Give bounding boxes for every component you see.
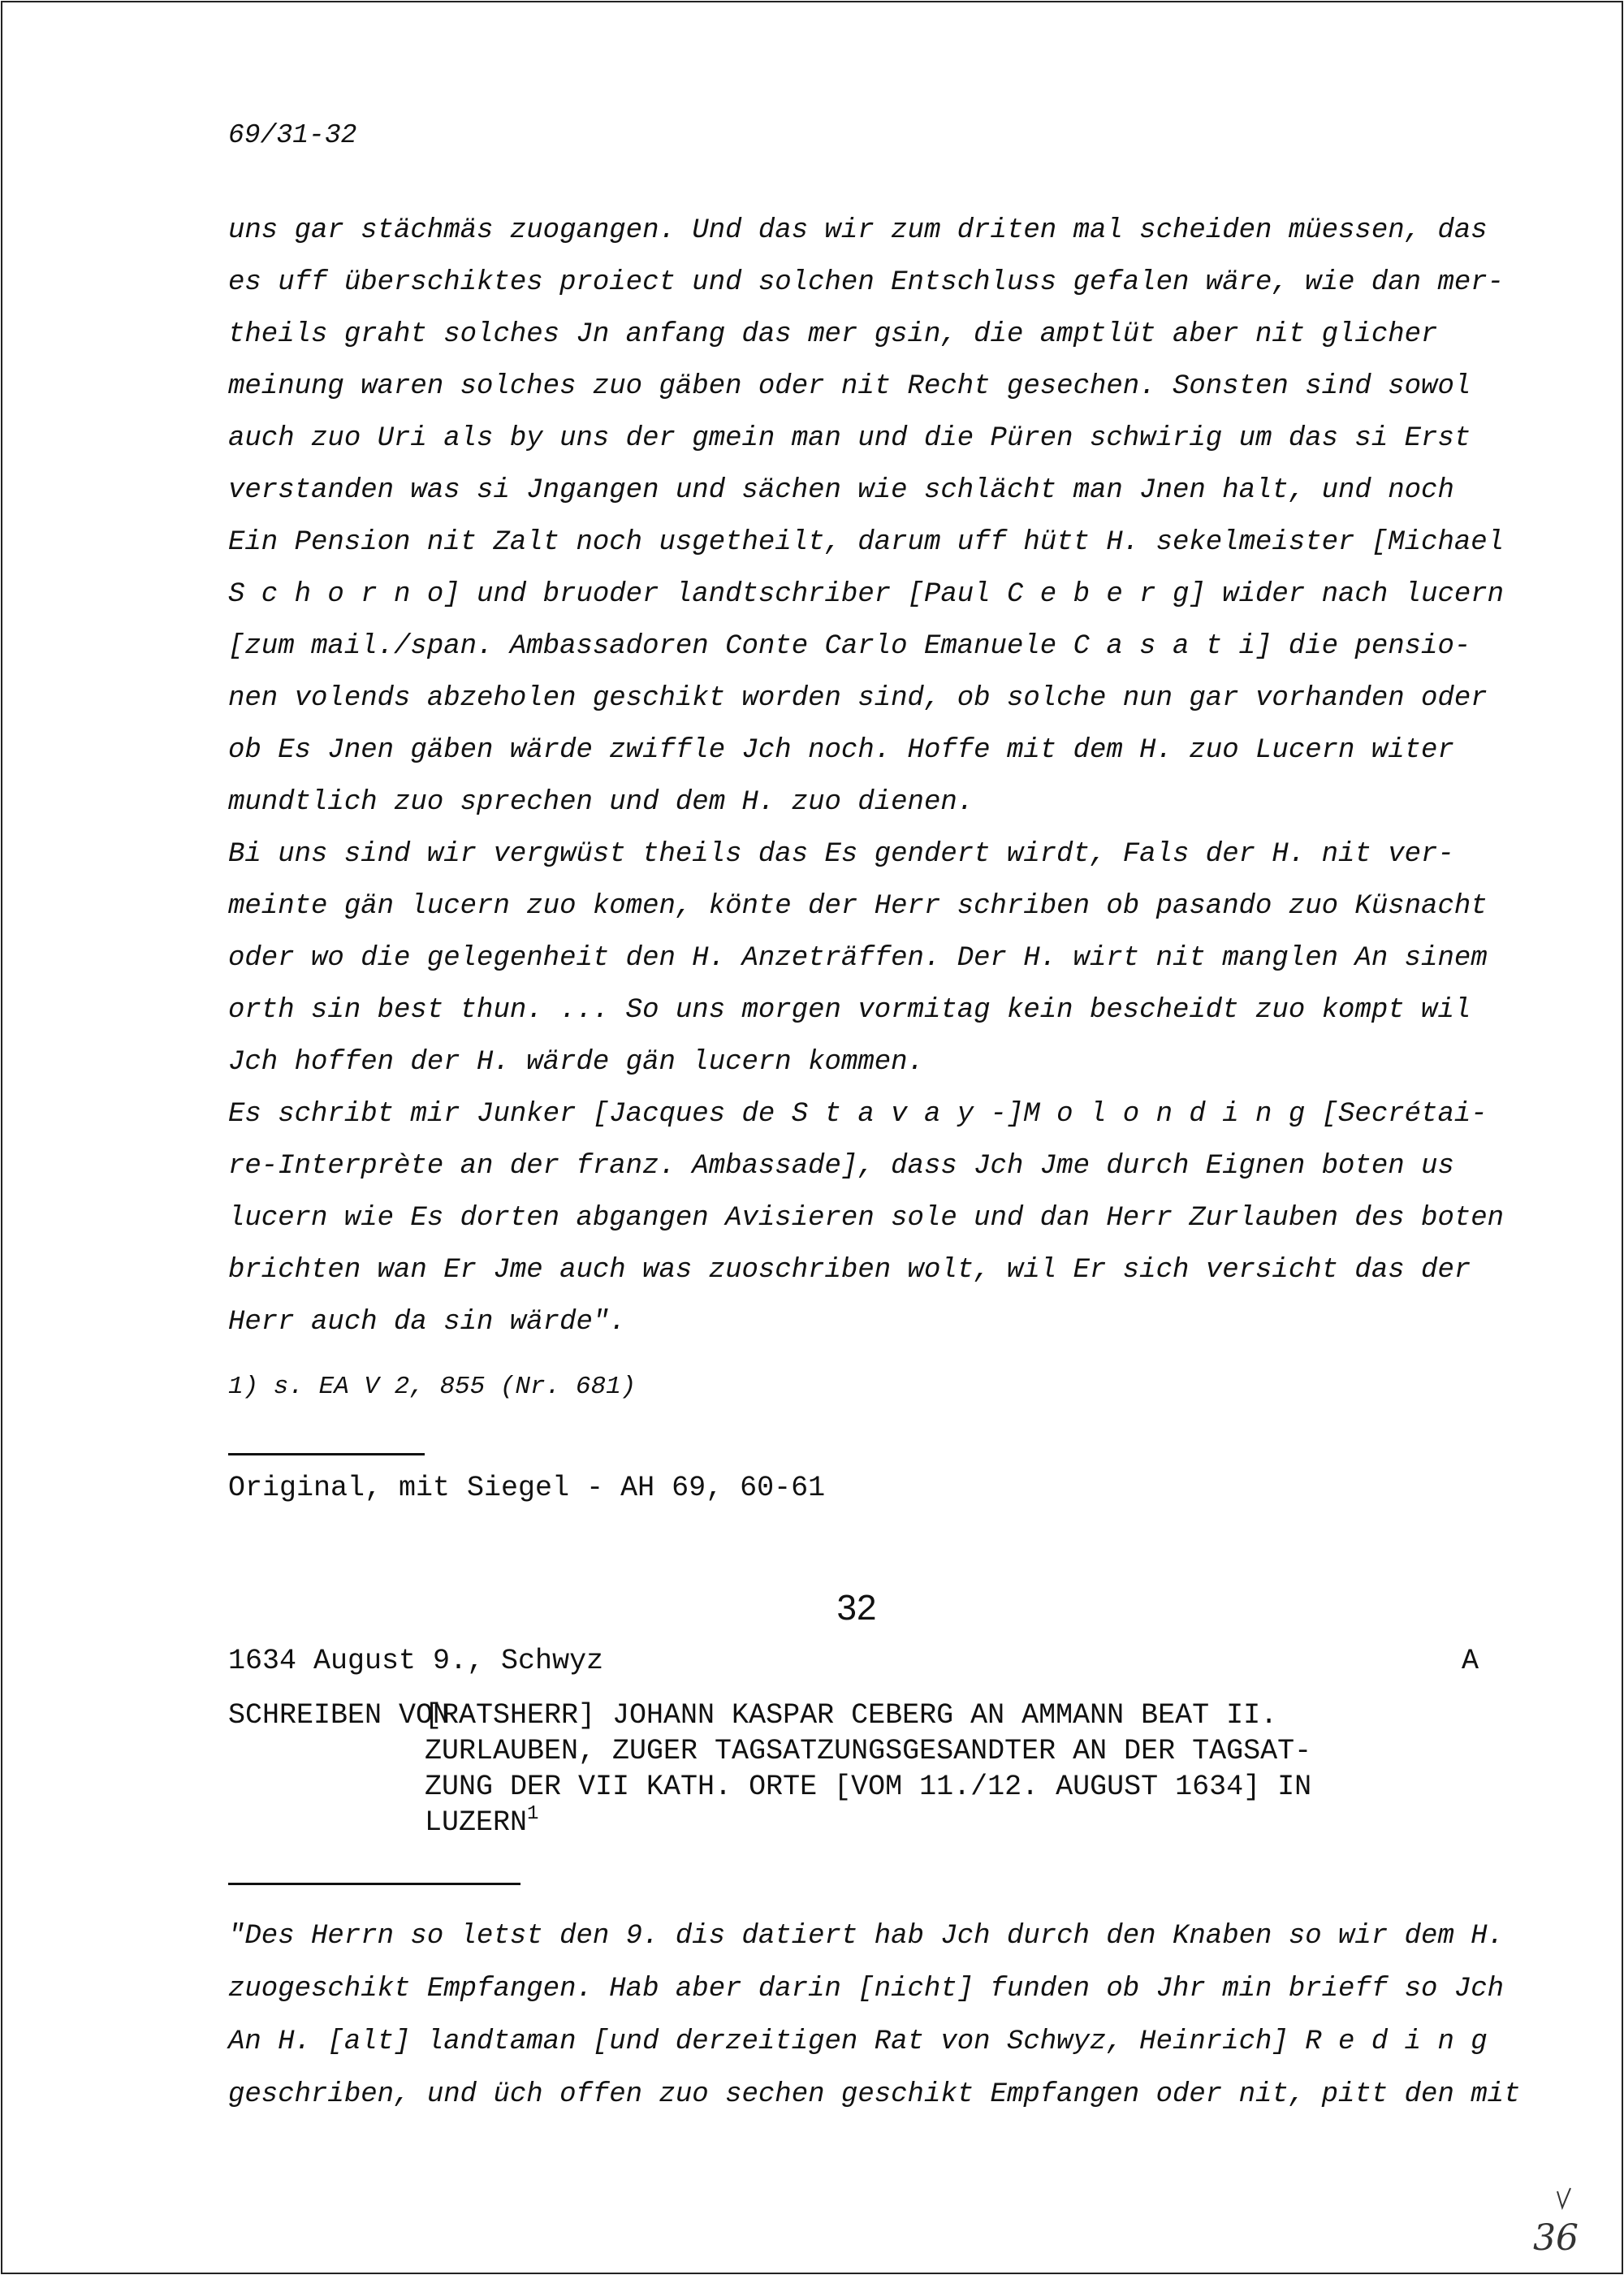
text-line: es uff überschiktes proiect und solchen Entschluss gefalen wäre, wie dan mer- [228,267,1505,298]
text-line: verstanden was si Jngangen und sächen wie schlächt man Jnen halt, und noch [228,475,1454,506]
text-line: Jch hoffen der H. wärde gän lucern kommen. [228,1047,924,1078]
text-line: auch zuo Uri als by uns der gmein man und die Püren schwirig um das si Erst [228,423,1471,454]
text-line: geschriben, und üch offen zuo sechen geschikt Empfangen oder nit, pitt den mit [228,2079,1521,2110]
text-line: brichten wan Er Jme auch was zuoschriben wolt, wil Er sich versicht das der [228,1255,1471,1286]
text-line: ob Es Jnen gäben wärde zwiffle Jch noch. Hoffe mit dem H. zuo Lucern witer [228,735,1454,766]
document-date-place: 1634 August 9., Schwyz [228,1645,604,1677]
text-line: uns gar stächmäs zuogangen. Und das wir zum driten mal scheiden müessen, das [228,215,1488,246]
title-line-text: LUZERN [425,1806,528,1839]
text-line: Bi uns sind wir vergwüst theils das Es gendert wirdt, Fals der H. nit ver- [228,839,1454,870]
text-line: [zum mail./span. Ambassadoren Conte Carlo Emanuele C a s a t i] die pensio- [228,631,1471,662]
text-line: "Des Herrn so letst den 9. dis datiert hab Jch durch den Knaben so wir dem H. [228,1921,1505,1952]
text-line: re-Interprète an der franz. Ambassade], dass Jch Jme durch Eignen boten us [228,1151,1454,1182]
title-line-last [228,1805,1495,1840]
document-classification: A [1462,1645,1479,1677]
text-line: Es schribt mir Junker [Jacques de S t a v a y -]M o l o n d i n g [Secrétai- [228,1099,1488,1130]
title-line: ZUNG DER VII KATH. ORTE [VOM 11./12. AUGUST 1634] IN [425,1771,1312,1803]
letter-quote-text [228,1910,1609,2121]
original-source-note: Original, mit Siegel - AH 69, 60-61 [228,1472,826,1504]
text-line: An H. [alt] landtaman [und derzeitigen Rat von Schwyz, Heinrich] R e d i n g [228,2026,1488,2057]
text-line: Ein Pension nit Zalt noch usgetheilt, darum uff hütt H. sekelmeister [Michael [228,527,1505,558]
footnote: 1) s. EA V 2, 855 (Nr. 681) [228,1373,637,1401]
text-line: mundtlich zuo sprechen und dem H. zuo dienen. [228,787,974,818]
handwritten-page-mark [1527,2185,1592,2266]
text-line: zuogeschikt Empfangen. Hab aber darin [nicht] funden ob Jhr min brieff so Jch [228,1974,1505,2005]
text-line: theils graht solches Jn anfang das mer gsin, die amptlüt aber nit glicher [228,319,1438,350]
text-line: nen volends abzeholen geschikt worden sind, ob solche nun gar vorhanden oder [228,683,1488,714]
title-line: [RATSHERR] JOHANN KASPAR CEBERG AN AMMANN BEAT II. [425,1699,1278,1732]
footnote-divider [228,1453,425,1455]
text-line: meinte gän lucern zuo komen, könte der Herr schriben ob pasando zuo Küsnacht [228,891,1488,922]
title-line: ZURLAUBEN, ZUGER TAGSATZUNGSGESANDTER AN DER TAGSAT- [425,1735,1312,1767]
pencil-mark-drawing [1527,2185,1592,2266]
page-mark-number: 36 [1533,2217,1579,2259]
title-footnote-mark: 1 [527,1803,539,1825]
document-title [228,1698,1495,1840]
title-divider [228,1883,520,1885]
letter-continuation-text [228,205,1609,1348]
page-reference: 69/31-32 [228,120,357,150]
text-line: oder wo die gelegenheit den H. Anzeträffen. Der H. wirt nit manglen An sinem [228,943,1488,974]
title-lead: SCHREIBEN VON [228,1699,451,1732]
text-line: lucern wie Es dorten abgangen Avisieren sole und dan Herr Zurlauben des boten [228,1203,1505,1234]
text-line: S c h o r n o] und bruoder landtschriber [Paul C e b e r g] wider nach lucern [228,579,1505,610]
text-line: meinung waren solches zuo gäben oder nit Recht gesechen. Sonsten sind sowol [228,371,1471,402]
text-line: orth sin best thun. ... So uns morgen vormitag kein bescheidt zuo kompt wil [228,995,1471,1026]
document-number: 32 [836,1588,877,1628]
text-line: Herr auch da sin wärde". [228,1307,626,1338]
